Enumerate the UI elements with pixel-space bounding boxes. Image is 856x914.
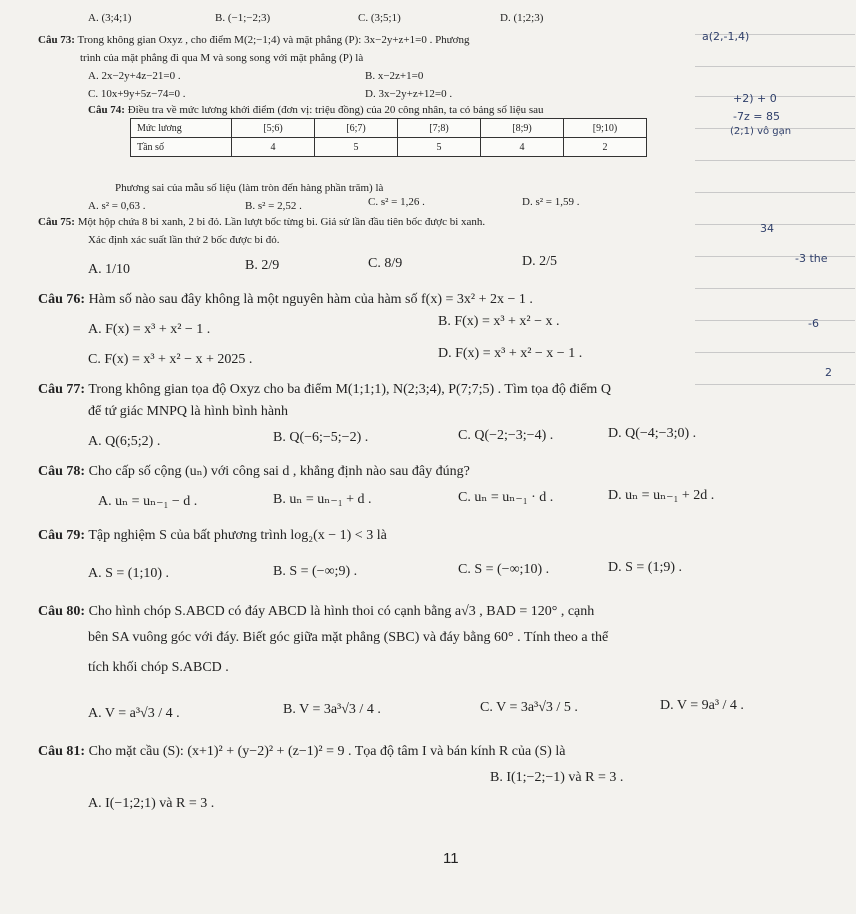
answer-option: C. S = (−∞;10) . bbox=[458, 562, 550, 577]
margin-rule bbox=[695, 160, 855, 161]
margin-rule bbox=[695, 288, 855, 289]
question-label: Câu 79: bbox=[38, 528, 86, 543]
answer-option: B. F(x) = x³ + x² − x . bbox=[438, 314, 560, 329]
answer-option: C. Q(−2;−3;−4) . bbox=[458, 428, 554, 443]
frequency-table bbox=[130, 118, 647, 157]
answer-option: A. Q(6;5;2) . bbox=[88, 434, 161, 449]
answer-option: C. V = 3a³√3 / 5 . bbox=[480, 700, 578, 715]
answer-option: B. uₙ = uₙ₋₁ + d . bbox=[273, 492, 372, 507]
question-79 bbox=[38, 528, 387, 545]
table-row bbox=[131, 138, 647, 157]
answer-option: A. (3;4;1) bbox=[88, 12, 132, 24]
question-label: Câu 76: bbox=[38, 292, 86, 307]
answer-option: C. (3;5;1) bbox=[358, 12, 401, 24]
answer-option: B. s² = 2,52 . bbox=[245, 200, 302, 212]
question-81 bbox=[38, 744, 565, 761]
question-label: Câu 81: bbox=[38, 744, 86, 759]
question-77 bbox=[38, 382, 611, 399]
table-cell: [9;10) bbox=[564, 119, 647, 138]
table-cell: Tần số bbox=[131, 138, 232, 157]
question-text: Phương sai của mẫu số liệu (làm tròn đến hàng phần trăm) là bbox=[115, 182, 384, 194]
question-73 bbox=[38, 34, 469, 47]
answer-option: D. 3x−2y+z+12=0 . bbox=[365, 88, 453, 100]
answer-option: C. F(x) = x³ + x² − x + 2025 . bbox=[88, 352, 253, 367]
answer-option: D. F(x) = x³ + x² − x − 1 . bbox=[438, 346, 583, 361]
question-label: Câu 78: bbox=[38, 464, 86, 479]
question-text: bên SA vuông góc với đáy. Biết góc giữa mặt phẳng (SBC) và đáy bằng 60° . Tính theo a thể bbox=[88, 630, 609, 645]
handwritten-note: +2) + 0 bbox=[733, 92, 777, 105]
answer-option: D. uₙ = uₙ₋₁ + 2d . bbox=[608, 488, 715, 503]
answer-option: C. 10x+9y+5z−74=0 . bbox=[88, 88, 186, 100]
question-text: Hàm số nào sau đây không là một nguyên hàm của hàm số f(x) = 3x² + 2x − 1 . bbox=[88, 292, 533, 307]
margin-rule bbox=[695, 352, 855, 353]
handwritten-note: 34 bbox=[760, 222, 774, 235]
handwritten-note: (2;1) vô gạn bbox=[730, 126, 792, 137]
page-number: 11 bbox=[443, 850, 459, 867]
answer-option: B. S = (−∞;9) . bbox=[273, 564, 358, 579]
answer-option: D. s² = 1,59 . bbox=[522, 196, 580, 208]
answer-option: A. I(−1;2;1) và R = 3 . bbox=[88, 796, 215, 811]
answer-option: A. V = a³√3 / 4 . bbox=[88, 706, 180, 721]
handwritten-note: -3 the bbox=[795, 252, 828, 265]
table-cell: [6;7) bbox=[315, 119, 398, 138]
table-cell: [7;8) bbox=[398, 119, 481, 138]
question-text: Cho mặt cầu (S): (x+1)² + (y−2)² + (z−1)² = 9 . Tọa độ tâm I và bán kính R của (S) là bbox=[88, 744, 566, 759]
answer-option: D. (1;2;3) bbox=[500, 12, 544, 24]
question-label: Câu 77: bbox=[38, 382, 86, 397]
question-78 bbox=[38, 464, 470, 481]
answer-option: A. S = (1;10) . bbox=[88, 566, 170, 581]
answer-option: C. uₙ = uₙ₋₁ · d . bbox=[458, 490, 554, 505]
question-text: Một hộp chứa 8 bi xanh, 2 bi đỏ. Lần lượt bốc từng bi. Giả sử lần đầu tiên bốc được bi xanh. bbox=[77, 216, 486, 228]
answer-option: B. (−1;−2;3) bbox=[215, 12, 271, 24]
table-cell: 5 bbox=[315, 138, 398, 157]
answer-option: B. I(1;−2;−1) và R = 3 . bbox=[490, 770, 624, 785]
answer-option: B. Q(−6;−5;−2) . bbox=[273, 430, 369, 445]
handwritten-note: -6 bbox=[808, 317, 819, 330]
answer-option: B. 2/9 bbox=[245, 258, 280, 273]
table-cell: [5;6) bbox=[232, 119, 315, 138]
handwritten-note: 2 bbox=[825, 366, 832, 379]
question-text: Xác định xác suất lần thứ 2 bốc được bi đỏ. bbox=[88, 234, 280, 246]
answer-option: D. 2/5 bbox=[522, 254, 557, 269]
margin-rule bbox=[695, 66, 855, 67]
table-cell: Mức lương bbox=[131, 119, 232, 138]
question-text: Trong không gian Oxyz , cho điểm M(2;−1;4) và mặt phẳng (P): 3x−2y+z+1=0 . Phương bbox=[77, 34, 470, 46]
question-text: Trong không gian tọa độ Oxyz cho ba điểm M(1;1;1), N(2;3;4), P(7;7;5) . Tìm tọa độ điểm Q bbox=[88, 382, 611, 397]
question-text: Điều tra về mức lương khởi điểm (đơn vị: triệu đồng) của 20 công nhân, ta có bảng số liệu sau bbox=[127, 104, 544, 116]
answer-option: A. F(x) = x³ + x² − 1 . bbox=[88, 322, 211, 337]
margin-rule bbox=[695, 256, 855, 257]
answer-option: C. 8/9 bbox=[368, 256, 403, 271]
answer-option: A. 2x−2y+4z−21=0 . bbox=[88, 70, 181, 82]
question-label: Câu 74: bbox=[88, 104, 125, 116]
table-cell: 4 bbox=[232, 138, 315, 157]
answer-option: D. S = (1;9) . bbox=[608, 560, 683, 575]
question-80 bbox=[38, 604, 594, 621]
question-text: Cho cấp số cộng (uₙ) với công sai d , khẳng định nào sau đây đúng? bbox=[88, 464, 470, 479]
answer-option: A. 1/10 bbox=[88, 262, 130, 277]
question-text: để tứ giác MNPQ là hình bình hành bbox=[88, 404, 289, 419]
answer-option: A. uₙ = uₙ₋₁ − d . bbox=[98, 494, 198, 509]
answer-option: B. V = 3a³√3 / 4 . bbox=[283, 702, 381, 717]
question-label: Câu 73: bbox=[38, 34, 75, 46]
answer-option: D. V = 9a³ / 4 . bbox=[660, 698, 744, 713]
question-text: Tập nghiệm S của bất phương trình log₂(x − 1) < 3 là bbox=[88, 528, 387, 543]
answer-option: A. s² = 0,63 . bbox=[88, 200, 146, 212]
answer-option: D. Q(−4;−3;0) . bbox=[608, 426, 697, 441]
question-75 bbox=[38, 216, 485, 229]
question-76 bbox=[38, 292, 533, 309]
question-label: Câu 80: bbox=[38, 604, 86, 619]
question-text: trình của mặt phẳng đi qua M và song song với mặt phẳng (P) là bbox=[80, 52, 364, 64]
margin-rule bbox=[695, 384, 855, 385]
question-text: Cho hình chóp S.ABCD có đáy ABCD là hình thoi có cạnh bằng a√3 , BAD = 120° , cạnh bbox=[88, 604, 595, 619]
question-74 bbox=[88, 104, 544, 117]
margin-rule bbox=[695, 320, 855, 321]
table-cell: 2 bbox=[564, 138, 647, 157]
table-cell: [8;9) bbox=[481, 119, 564, 138]
margin-rule bbox=[695, 192, 855, 193]
table-cell: 4 bbox=[481, 138, 564, 157]
handwritten-note: a(2,-1,4) bbox=[702, 30, 750, 43]
margin-rule bbox=[695, 224, 855, 225]
question-label: Câu 75: bbox=[38, 216, 75, 228]
question-text: tích khối chóp S.ABCD . bbox=[88, 660, 229, 675]
table-row bbox=[131, 119, 647, 138]
answer-option: C. s² = 1,26 . bbox=[368, 196, 425, 208]
answer-option: B. x−2z+1=0 bbox=[365, 70, 424, 82]
handwritten-note: -7z = 85 bbox=[733, 110, 780, 123]
table-cell: 5 bbox=[398, 138, 481, 157]
